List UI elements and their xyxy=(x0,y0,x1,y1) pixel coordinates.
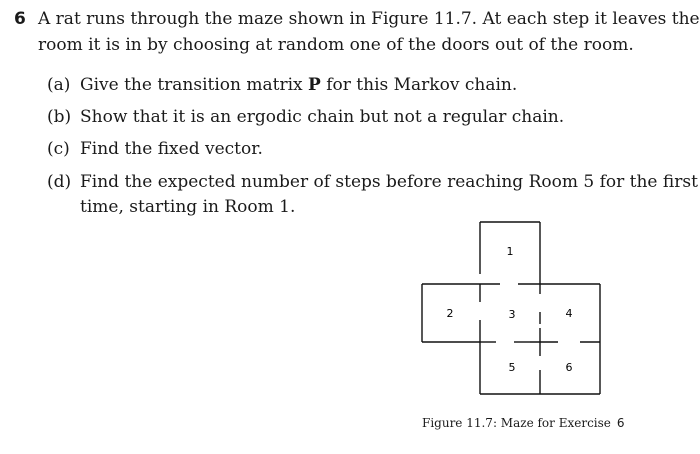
room-label-6: 6 xyxy=(565,361,573,374)
problem-stem-line-1: A rat runs through the maze shown in Figure 11.7. At each step it leaves the xyxy=(38,9,700,29)
part-d-text-line-2: time, starting in Room 1. xyxy=(80,197,296,217)
part-a-label: (a) xyxy=(47,75,71,95)
part-c-label: (c) xyxy=(47,139,70,159)
figure-caption-text: Figure 11.7: Maze for Exercise xyxy=(422,416,611,430)
part-b-label: (b) xyxy=(47,107,72,127)
part-a-matrix-symbol: P xyxy=(308,75,321,95)
figure-caption-number: 6 xyxy=(616,416,625,430)
problem-stem-line-2: room it is in by choosing at random one of the doors out of the room. xyxy=(38,35,634,55)
part-b-text: Show that it is an ergodic chain but not a regular chain. xyxy=(80,107,565,127)
room-label-4: 4 xyxy=(565,307,573,320)
part-d-label: (d) xyxy=(47,172,72,192)
room-label-5: 5 xyxy=(508,361,516,374)
problem-number: 6 xyxy=(14,9,26,29)
part-a-text-pre: Give the transition matrix xyxy=(80,75,309,95)
room-label-3: 3 xyxy=(508,308,516,321)
part-c-text: Find the fixed vector. xyxy=(80,139,263,159)
part-a-text-post: for this Markov chain. xyxy=(320,75,518,95)
figure-caption xyxy=(422,416,625,430)
part-a-text xyxy=(80,74,517,96)
room-label-1: 1 xyxy=(506,245,514,258)
maze-figure xyxy=(418,218,608,398)
part-d-text-line-1: Find the expected number of steps before reaching Room 5 for the first xyxy=(80,172,698,192)
room-label-2: 2 xyxy=(446,307,454,320)
